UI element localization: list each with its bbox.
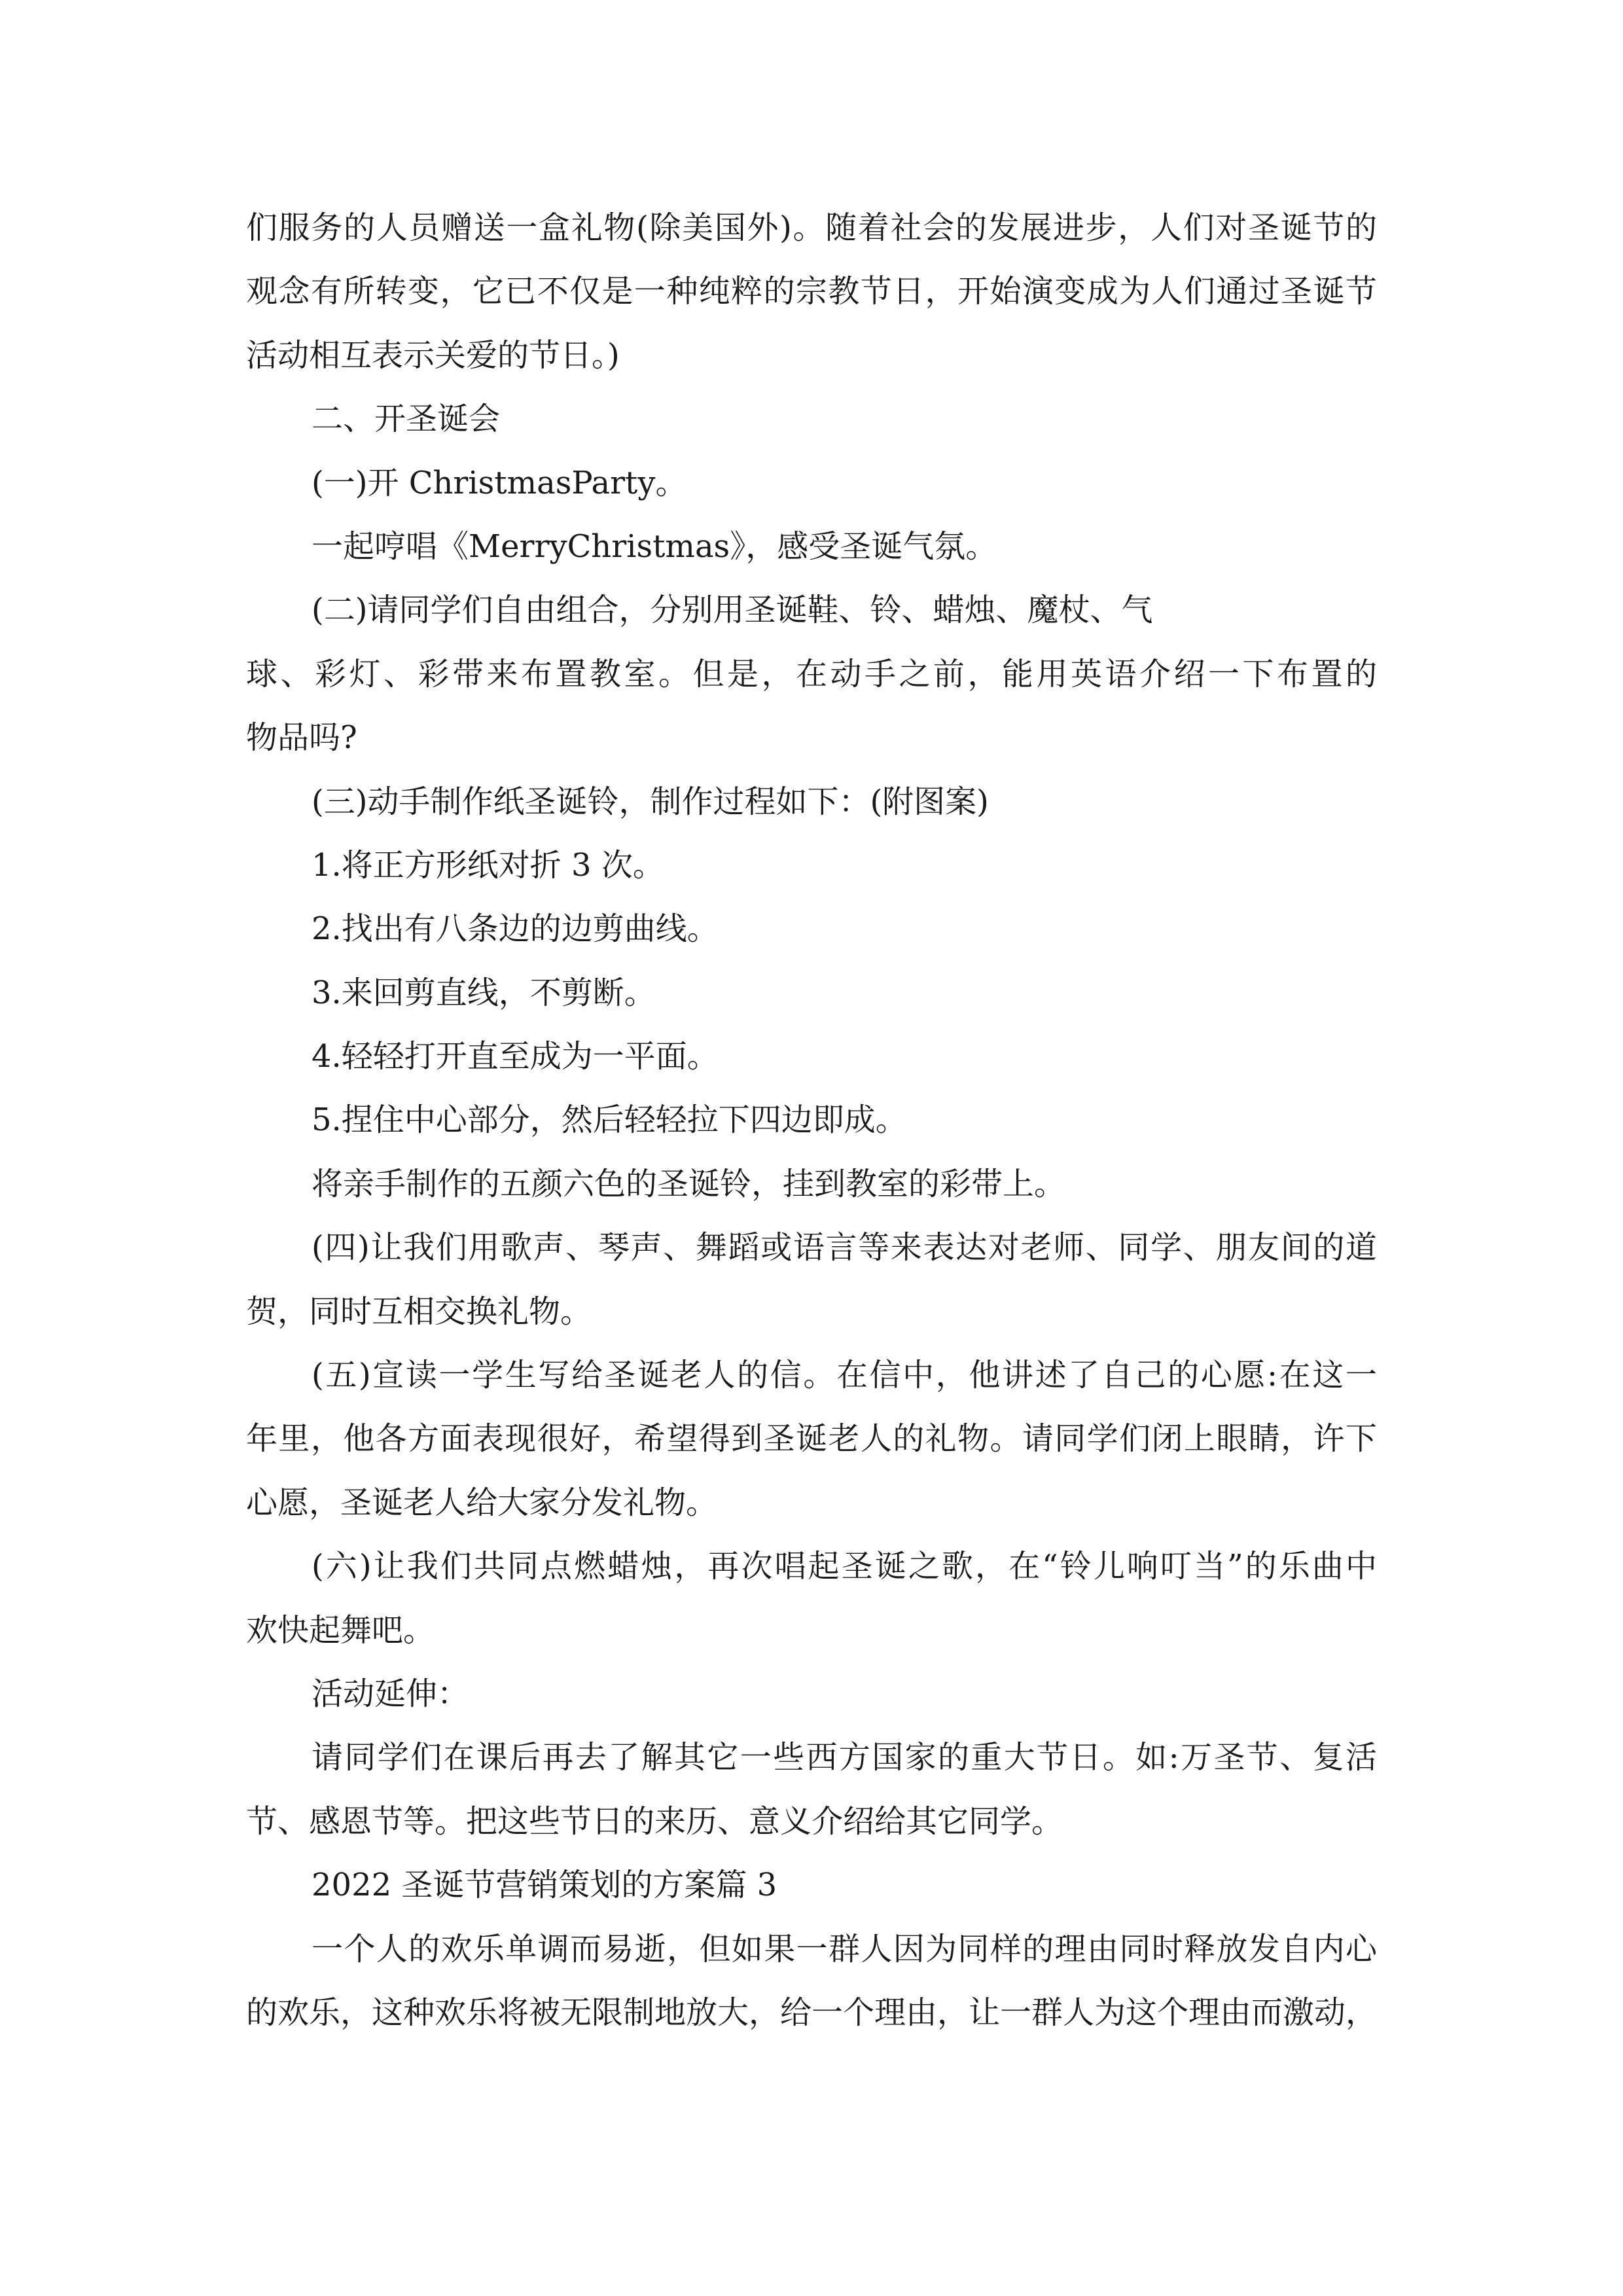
text-line: 2022 圣诞节营销策划的方案篇 3 [312,1867,777,1904]
text-line: 球、彩灯、彩带来布置教室。但是，在动手之前，能用英语介绍一下布置的 [246,655,1377,692]
text-line: 活动相互表示关爱的节日。) [246,336,620,374]
text-line: 贺，同时互相交换礼物。 [246,1293,592,1330]
text-line: 二、开圣诞会 [312,401,501,438]
text-line: 们服务的人员赠送一盒礼物(除美国外)。随着社会的发展进步，人们对圣诞节的 [246,209,1377,246]
text-line: (二)请同学们自由组合，分别用圣诞鞋、铃、蜡烛、魔杖、气 [312,592,1153,629]
text-line: 的欢乐，这种欢乐将被无限制地放大，给一个理由，让一群人为这个理由而激动， [246,1994,1377,2031]
text-line: (四)让我们用歌声、琴声、舞蹈或语言等来表达对老师、同学、朋友间的道 [312,1229,1377,1266]
text-line: 心愿，圣诞老人给大家分发礼物。 [246,1484,718,1521]
text-line: 3.来回剪直线，不剪断。 [312,974,656,1011]
text-line: 节、感恩节等。把这些节日的来历、意义介绍给其它同学。 [246,1803,1063,1840]
text-line: 请同学们在课后再去了解其它一些西方国家的重大节日。如:万圣节、复活 [312,1739,1377,1776]
document-body [246,196,1377,2045]
text-line: 物品吗? [246,719,357,757]
text-line: 将亲手制作的五颜六色的圣诞铃，挂到教室的彩带上。 [312,1165,1066,1202]
text-line: 欢快起舞吧。 [246,1611,435,1649]
text-line: 年里，他各方面表现很好，希望得到圣诞老人的礼物。请同学们闭上眼睛，许下 [246,1420,1377,1458]
text-line: 4.轻轻打开直至成为一平面。 [312,1038,719,1075]
text-line: 观念有所转变，它已不仅是一种纯粹的宗教节日，开始演变成为人们通过圣诞节 [246,273,1377,310]
text-line: (六)让我们共同点燃蜡烛，再次唱起圣诞之歌，在“铃儿响叮当”的乐曲中 [312,1548,1377,1585]
text-line: 一起哼唱《MerryChristmas》，感受圣诞气氛。 [312,528,997,565]
text-line: (三)动手制作纸圣诞铃，制作过程如下：(附图案) [312,783,989,820]
text-line: (五)宣读一学生写给圣诞老人的信。在信中，他讲述了自己的心愿:在这一 [312,1357,1377,1394]
text-line: (一)开 ChristmasParty。 [312,464,687,501]
text-line: 5.捏住中心部分，然后轻轻拉下四边即成。 [312,1102,907,1139]
text-line: 1.将正方形纸对折 3 次。 [312,846,664,884]
text-line: 活动延伸： [312,1675,469,1712]
text-line: 一个人的欢乐单调而易逝，但如果一群人因为同样的理由同时释放发自内心 [312,1930,1377,1967]
text-line: 2.找出有八条边的边剪曲线。 [312,910,719,948]
